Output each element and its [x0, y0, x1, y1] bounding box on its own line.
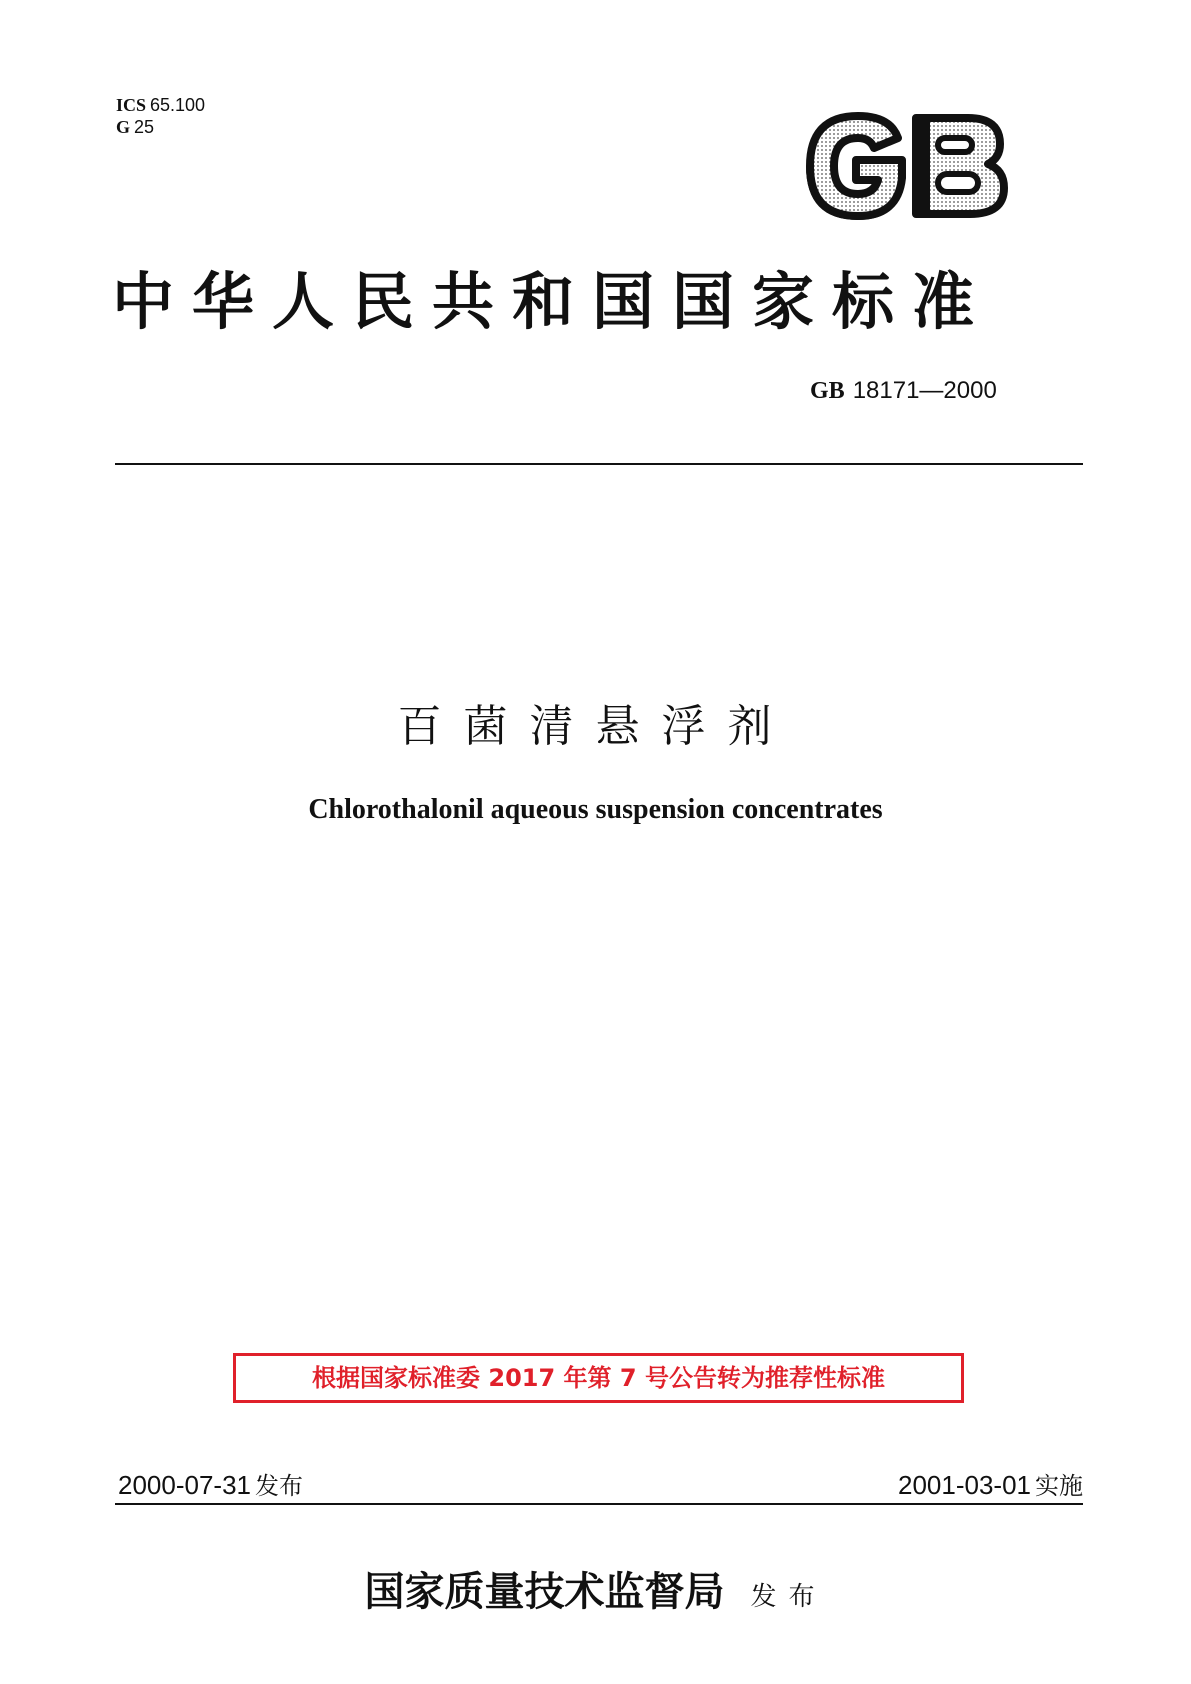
ics-label: ICS — [116, 95, 147, 115]
publish-label: 发布 — [750, 1582, 827, 1612]
standard-code: 18171—2000 — [852, 377, 997, 404]
implement-label: 实施 — [1035, 1472, 1083, 1500]
recommended-standard-notice: 根据国家标准委 2017 年第 7 号公告转为推荐性标准 — [233, 1353, 964, 1403]
standard-prefix: GB — [810, 378, 845, 404]
ccs-label: G — [116, 117, 131, 137]
issue-label: 发布 — [255, 1472, 303, 1500]
implement-date: 2001-03-01 — [898, 1470, 1031, 1500]
bottom-divider — [115, 1503, 1083, 1505]
gb-logo-text: GB — [800, 108, 802, 109]
ics-line — [116, 94, 205, 116]
standard-number — [810, 376, 997, 405]
title-english: Chlorothalonil aqueous suspension concentrates — [308, 794, 883, 825]
ccs-line — [116, 116, 205, 138]
ics-value: 65.100 — [150, 95, 206, 115]
national-standard-heading: 中华人民共和国国家标准 — [112, 265, 993, 338]
classification-codes — [116, 94, 205, 138]
publisher-name: 国家质量技术监督局 — [364, 1569, 725, 1615]
issue-date-block — [118, 1466, 303, 1501]
publisher-line — [0, 1560, 1191, 1617]
gb-logo — [800, 108, 1012, 224]
title-chinese: 百菌清悬浮剂 — [397, 701, 794, 752]
implement-date-block — [898, 1466, 1083, 1501]
ccs-value: 25 — [134, 117, 155, 137]
top-divider — [115, 463, 1083, 465]
issue-date: 2000-07-31 — [118, 1470, 251, 1500]
